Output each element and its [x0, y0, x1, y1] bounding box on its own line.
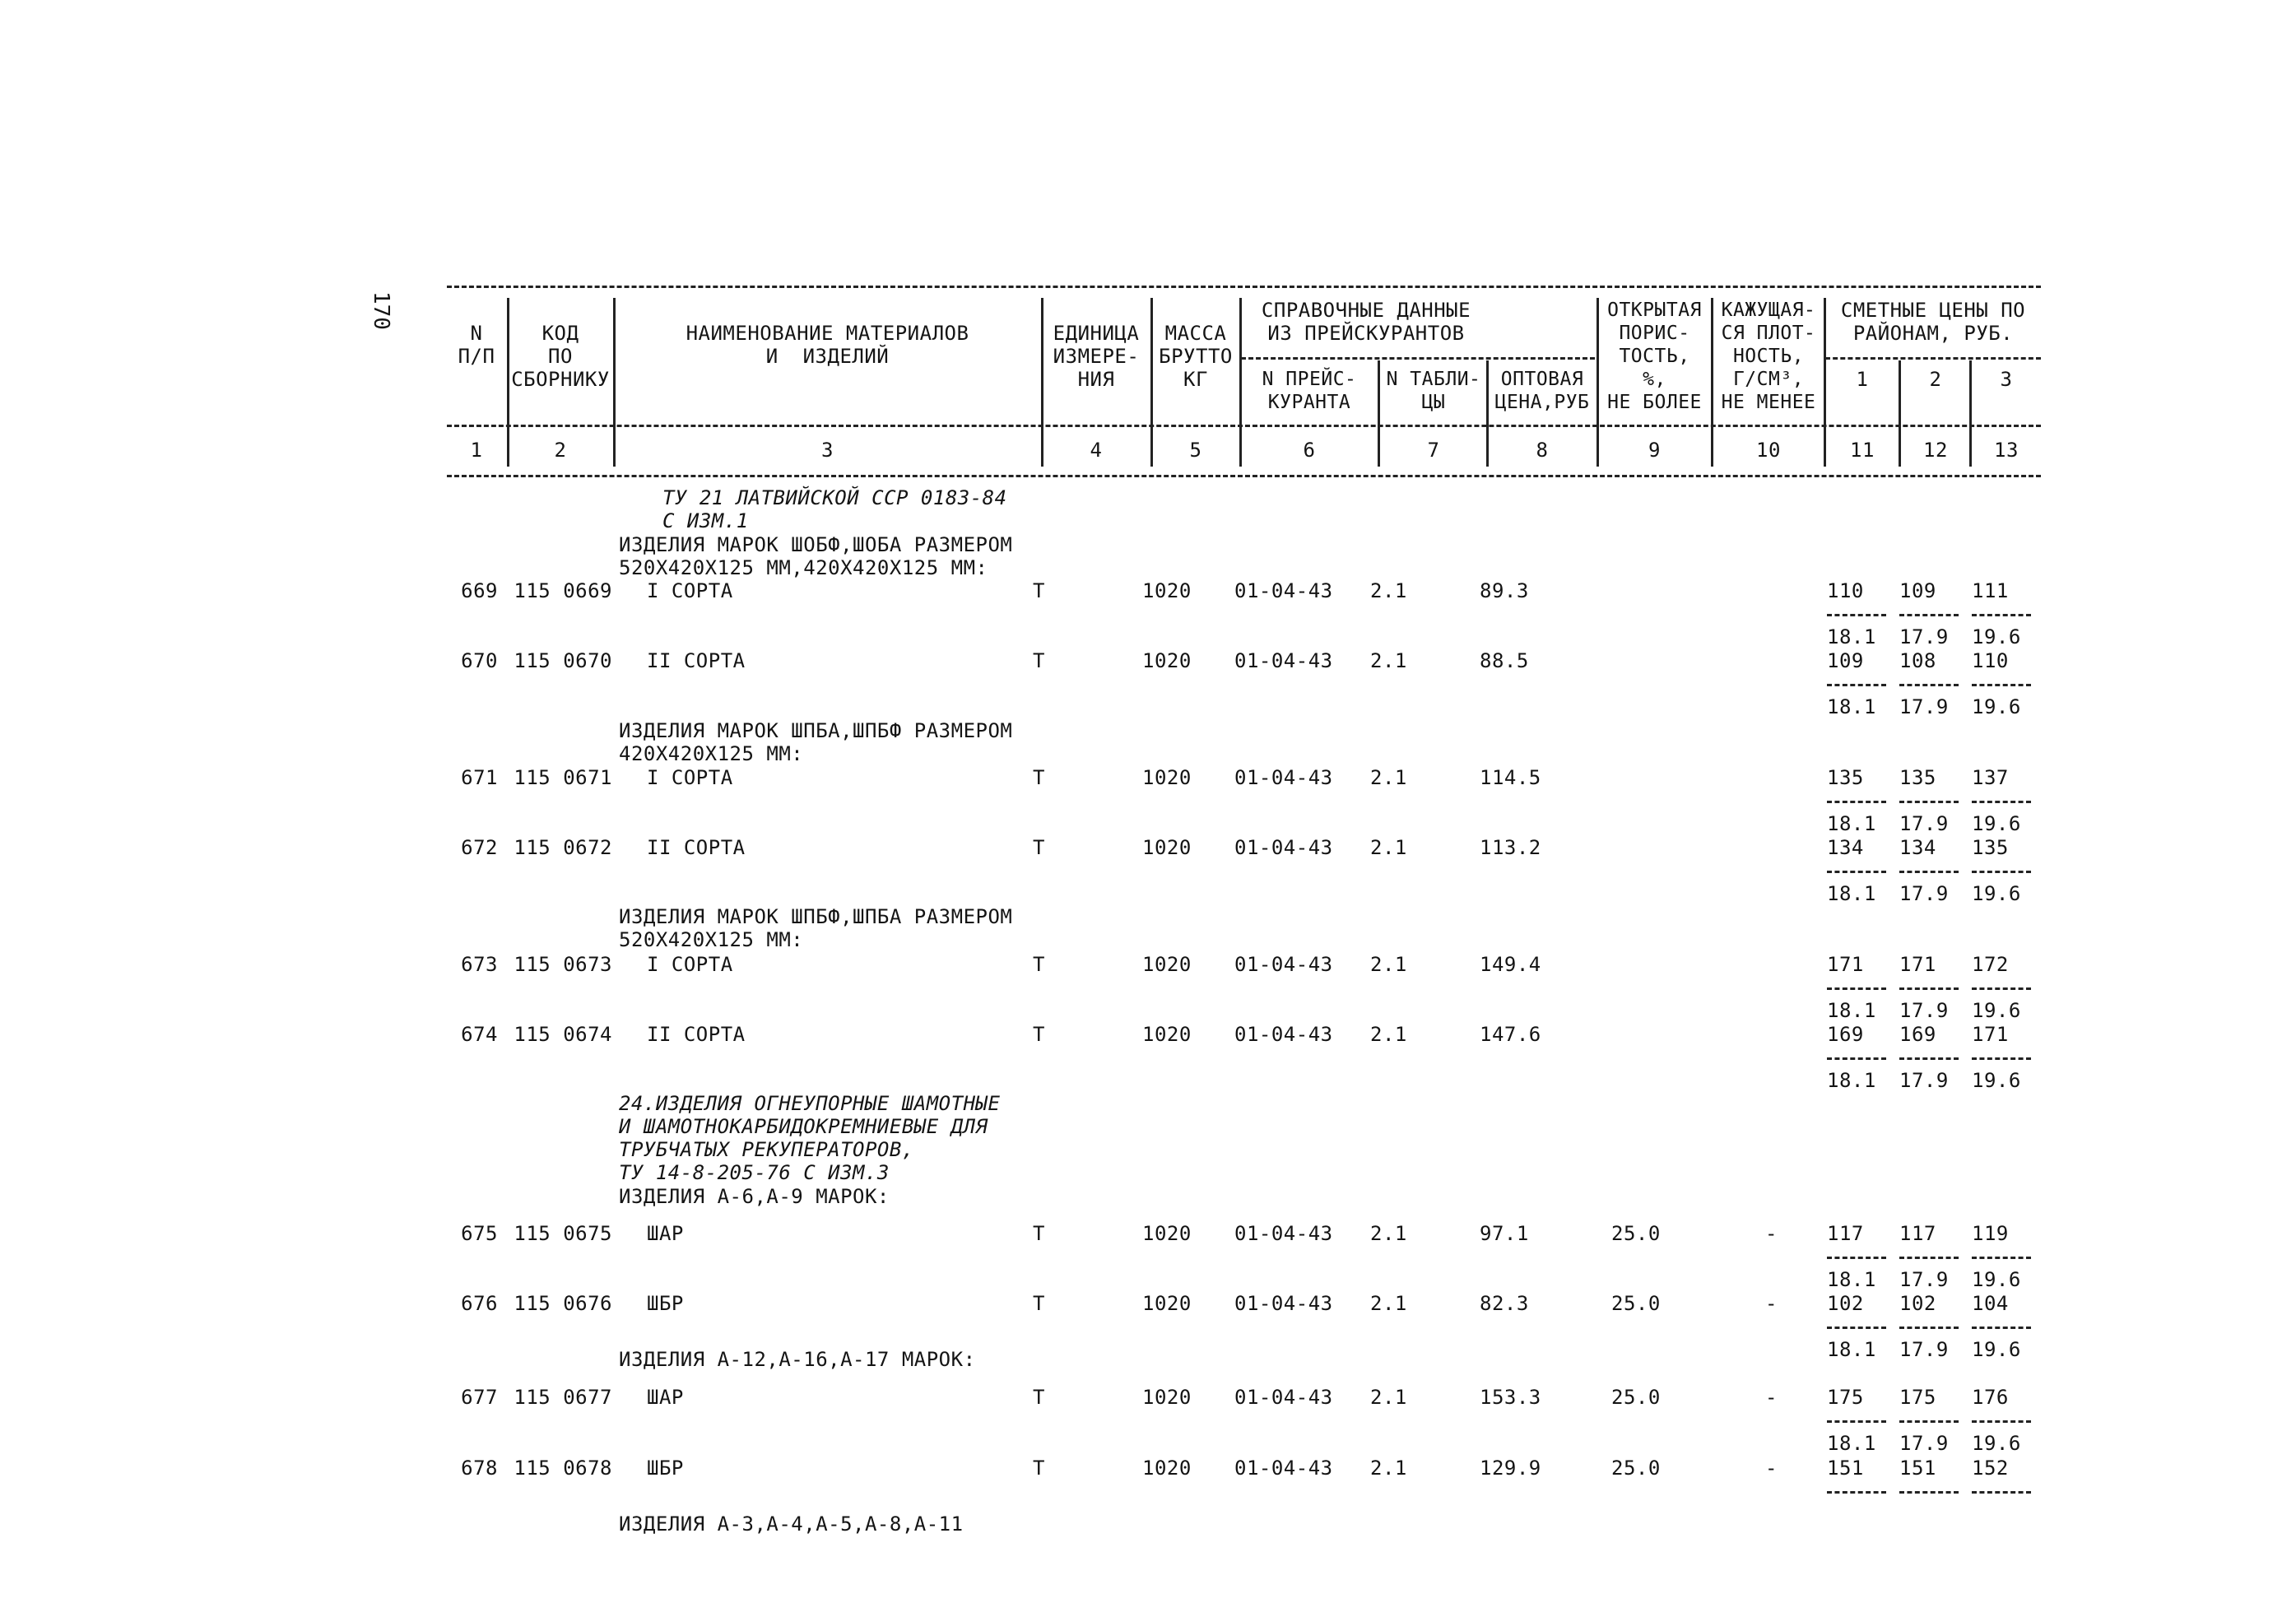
cell-wholesale: 153.3	[1480, 1386, 1541, 1409]
cell-table: 2.1	[1370, 1222, 1407, 1245]
hdr-col2-l1: КОД	[541, 322, 579, 345]
hdr-col2-l2: ПО	[548, 345, 573, 368]
cell-n: 675	[461, 1222, 498, 1245]
cell-unit: Т	[1033, 766, 1045, 789]
cell-index-i1: 18.1	[1827, 1069, 1876, 1092]
section-24-l2: И ШАМОТНОКАРБИДОКРЕМНИЕВЫЕ ДЛЯ	[619, 1115, 988, 1138]
colnum-8: 8	[1536, 439, 1549, 462]
cell-price-list: 01-04-43	[1234, 649, 1333, 672]
cell-index-i1: 18.1	[1827, 882, 1876, 905]
cell-wholesale: 114.5	[1480, 766, 1541, 789]
cell-code: 115 0677	[514, 1386, 612, 1409]
cell-unit: Т	[1033, 649, 1045, 672]
hdr-col4-l1: ЕДИНИЦА	[1053, 322, 1140, 345]
price-fraction-line	[1899, 801, 1959, 803]
cell-p1: 151	[1827, 1457, 1864, 1480]
cell-p3: 172	[1972, 953, 2009, 976]
cell-index-i2: 17.9	[1899, 999, 1949, 1022]
cell-index-i2: 17.9	[1899, 695, 1949, 718]
cell-price-list: 01-04-43	[1234, 953, 1333, 976]
cell-p1: 134	[1827, 836, 1864, 859]
cell-mass: 1020	[1142, 579, 1192, 602]
cell-mass: 1020	[1142, 1386, 1192, 1409]
price-fraction-line	[1972, 1420, 2031, 1423]
cell-price-list: 01-04-43	[1234, 1222, 1333, 1245]
cell-index-i3: 19.6	[1972, 1432, 2021, 1455]
cell-index-i1: 18.1	[1827, 1268, 1876, 1291]
section-24-l4: ТУ 14-8-205-76 С ИЗМ.3	[619, 1161, 890, 1184]
cell-p1: 171	[1827, 953, 1864, 976]
group-heading-1-l1: ИЗДЕЛИЯ МАРОК ШОБФ,ШОБА РАЗМЕРОМ	[619, 533, 1013, 556]
cell-wholesale: 113.2	[1480, 836, 1541, 859]
group-heading-3-l1: ИЗДЕЛИЯ МАРОК ШПБФ,ШПБА РАЗМЕРОМ	[619, 905, 1013, 928]
price-fraction-line	[1899, 1327, 1959, 1329]
cell-table: 2.1	[1370, 1386, 1407, 1409]
cell-wholesale: 82.3	[1480, 1292, 1529, 1315]
cell-porosity: 25.0	[1611, 1386, 1661, 1409]
price-fraction-line	[1827, 987, 1886, 990]
cell-index-i2: 17.9	[1899, 625, 1949, 648]
price-fraction-line	[1972, 1257, 2031, 1259]
cell-p2: 117	[1899, 1222, 1936, 1245]
colnum-7: 7	[1427, 439, 1440, 462]
hdr-col10-l2: СЯ ПЛОТ-	[1721, 323, 1816, 344]
price-fraction-line	[1899, 614, 1959, 616]
cell-p2: 108	[1899, 649, 1936, 672]
cell-unit: Т	[1033, 953, 1045, 976]
cell-p3: 111	[1972, 579, 2009, 602]
price-fraction-line	[1899, 987, 1959, 990]
hdr-col9-l1: ОТКРЫТАЯ	[1607, 300, 1702, 321]
cell-n: 673	[461, 953, 498, 976]
hdr-price-group-l1: СМЕТНЫЕ ЦЕНЫ ПО	[1840, 299, 2026, 322]
price-fraction-line	[1827, 1491, 1886, 1494]
price-fraction-line	[1972, 614, 2031, 616]
price-fraction-line	[1972, 987, 2031, 990]
hdr-region-3: 3	[2000, 368, 2013, 391]
group-heading-2-l2: 420Х420Х125 ММ:	[619, 742, 804, 765]
cell-table: 2.1	[1370, 1292, 1407, 1315]
cell-table: 2.1	[1370, 1457, 1407, 1480]
cell-n: 670	[461, 649, 498, 672]
cell-table: 2.1	[1370, 1023, 1407, 1046]
hdr-col3-l2: И ИЗДЕЛИЙ	[765, 345, 890, 368]
cell-index-i1: 18.1	[1827, 625, 1876, 648]
cell-code: 115 0673	[514, 953, 612, 976]
page-number: 170	[369, 291, 393, 330]
cell-index-i2: 17.9	[1899, 812, 1949, 835]
price-group-rule	[1825, 357, 2041, 360]
cell-unit: Т	[1033, 1222, 1045, 1245]
cell-wholesale: 88.5	[1480, 649, 1529, 672]
header-bottom-rule	[447, 425, 2041, 427]
cell-name: II СОРТА	[647, 836, 746, 859]
cell-density: -	[1765, 1222, 1778, 1245]
cell-code: 115 0674	[514, 1023, 612, 1046]
hdr-col9-l2: ПОРИС-	[1619, 323, 1690, 344]
price-fraction-line	[1899, 871, 1959, 873]
cell-p1: 110	[1827, 579, 1864, 602]
cell-index-i2: 17.9	[1899, 1268, 1949, 1291]
hdr-col9-l3: ТОСТЬ,	[1619, 346, 1690, 367]
cell-index-i1: 18.1	[1827, 1432, 1876, 1455]
cell-n: 669	[461, 579, 498, 602]
cell-index-i3: 19.6	[1972, 625, 2021, 648]
cell-p3: 152	[1972, 1457, 2009, 1480]
colnum-3: 3	[821, 439, 834, 462]
group-heading-1-l2: 520Х420Х125 ММ,420Х420Х125 ММ:	[619, 556, 988, 579]
hdr-col1-l1: N	[470, 322, 483, 345]
hdr-col1-l2: П/П	[458, 345, 495, 368]
price-fraction-line	[1827, 1257, 1886, 1259]
cell-unit: Т	[1033, 1292, 1045, 1315]
cell-index-i1: 18.1	[1827, 1338, 1876, 1361]
cell-name: I СОРТА	[647, 579, 733, 602]
cell-price-list: 01-04-43	[1234, 1386, 1333, 1409]
cell-p2: 135	[1899, 766, 1936, 789]
cell-table: 2.1	[1370, 579, 1407, 602]
cell-index-i3: 19.6	[1972, 695, 2021, 718]
cell-index-i2: 17.9	[1899, 882, 1949, 905]
cell-p3: 171	[1972, 1023, 2009, 1046]
cell-table: 2.1	[1370, 766, 1407, 789]
cell-p2: 102	[1899, 1292, 1936, 1315]
cell-mass: 1020	[1142, 1023, 1192, 1046]
cell-p3: 104	[1972, 1292, 2009, 1315]
section-spec-line-2: С ИЗМ.1	[662, 509, 749, 532]
cell-price-list: 01-04-43	[1234, 1023, 1333, 1046]
cell-table: 2.1	[1370, 953, 1407, 976]
cell-density: -	[1765, 1457, 1778, 1480]
cell-p2: 151	[1899, 1457, 1936, 1480]
cell-name: ШБР	[647, 1292, 684, 1315]
cell-density: -	[1765, 1292, 1778, 1315]
hdr-col10-l5: НЕ МЕНЕЕ	[1721, 392, 1816, 413]
header-top-rule	[447, 286, 2041, 288]
section-24-l1: 24.ИЗДЕЛИЯ ОГНЕУПОРНЫЕ ШАМОТНЫЕ	[619, 1092, 1001, 1115]
cell-index-i1: 18.1	[1827, 812, 1876, 835]
cell-p1: 109	[1827, 649, 1864, 672]
colnum-13: 13	[1994, 439, 2019, 462]
cell-code: 115 0672	[514, 836, 612, 859]
cell-index-i3: 19.6	[1972, 1268, 2021, 1291]
hdr-col9-l4: %,	[1643, 369, 1666, 390]
price-fraction-line	[1972, 1491, 2031, 1494]
cell-code: 115 0671	[514, 766, 612, 789]
colnum-5: 5	[1189, 439, 1202, 462]
cell-name: II СОРТА	[647, 649, 746, 672]
hdr-region-1: 1	[1856, 368, 1869, 391]
hdr-ref-group-l2: ИЗ ПРЕЙСКУРАНТОВ	[1267, 322, 1465, 345]
cell-mass: 1020	[1142, 1292, 1192, 1315]
price-fraction-line	[1972, 1057, 2031, 1060]
cell-name: I СОРТА	[647, 766, 733, 789]
cell-unit: Т	[1033, 1023, 1045, 1046]
cell-name: II СОРТА	[647, 1023, 746, 1046]
cell-code: 115 0676	[514, 1292, 612, 1315]
cell-code: 115 0678	[514, 1457, 612, 1480]
cell-table: 2.1	[1370, 649, 1407, 672]
cell-mass: 1020	[1142, 836, 1192, 859]
hdr-col5-l3: КГ	[1183, 368, 1208, 391]
cell-wholesale: 89.3	[1480, 579, 1529, 602]
cell-density: -	[1765, 1386, 1778, 1409]
cell-unit: Т	[1033, 836, 1045, 859]
cell-p3: 176	[1972, 1386, 2009, 1409]
cell-p1: 117	[1827, 1222, 1864, 1245]
hdr-col10-l1: КАЖУЩАЯ-	[1721, 300, 1816, 321]
hdr-col4-l3: НИЯ	[1077, 368, 1115, 391]
cell-index-i2: 17.9	[1899, 1338, 1949, 1361]
cell-index-i3: 19.6	[1972, 812, 2021, 835]
group-heading-4: ИЗДЕЛИЯ А-6,А-9 МАРОК:	[619, 1185, 890, 1208]
colnum-2: 2	[554, 439, 567, 462]
hdr-ref-group-l1: СПРАВОЧНЫЕ ДАННЫЕ	[1261, 299, 1471, 322]
colnum-11: 11	[1850, 439, 1875, 462]
cell-n: 674	[461, 1023, 498, 1046]
hdr-col8-l1: ОПТОВАЯ	[1500, 369, 1584, 390]
cell-p2: 134	[1899, 836, 1936, 859]
cell-name: ШБР	[647, 1457, 684, 1480]
price-fraction-line	[1827, 684, 1886, 686]
cell-p1: 169	[1827, 1023, 1864, 1046]
cell-porosity: 25.0	[1611, 1292, 1661, 1315]
cell-mass: 1020	[1142, 1222, 1192, 1245]
cell-n: 676	[461, 1292, 498, 1315]
hdr-col7-l1: N ТАБЛИ-	[1386, 369, 1481, 390]
cell-p1: 102	[1827, 1292, 1864, 1315]
cell-n: 677	[461, 1386, 498, 1409]
cell-mass: 1020	[1142, 649, 1192, 672]
cell-wholesale: 149.4	[1480, 953, 1541, 976]
cell-p1: 175	[1827, 1386, 1864, 1409]
section-24-l3: ТРУБЧАТЫХ РЕКУПЕРАТОРОВ,	[619, 1138, 914, 1161]
hdr-col7-l2: ЦЫ	[1421, 392, 1446, 413]
cell-index-i3: 19.6	[1972, 999, 2021, 1022]
colnum-6: 6	[1303, 439, 1316, 462]
cell-price-list: 01-04-43	[1234, 1292, 1333, 1315]
price-fraction-line	[1899, 1420, 1959, 1423]
cell-p2: 171	[1899, 953, 1936, 976]
cell-mass: 1020	[1142, 1457, 1192, 1480]
price-fraction-line	[1972, 801, 2031, 803]
hdr-col3-l1: НАИМЕНОВАНИЕ МАТЕРИАЛОВ	[686, 322, 969, 345]
ref-group-rule	[1241, 357, 1595, 360]
cell-price-list: 01-04-43	[1234, 766, 1333, 789]
cell-name: ШАР	[647, 1386, 684, 1409]
cell-index-i3: 19.6	[1972, 1069, 2021, 1092]
cell-table: 2.1	[1370, 836, 1407, 859]
section-spec-line-1: ТУ 21 ЛАТВИЙСКОЙ ССР 0183-84	[662, 486, 1007, 509]
colnum-4: 4	[1090, 439, 1103, 462]
hdr-col6-l1: N ПРЕЙС-	[1262, 369, 1357, 390]
cell-index-i2: 17.9	[1899, 1069, 1949, 1092]
group-heading-3-l2: 520Х420Х125 ММ:	[619, 928, 804, 951]
cell-p3: 135	[1972, 836, 2009, 859]
cell-n: 671	[461, 766, 498, 789]
hdr-col8-l2: ЦЕНА,РУБ	[1494, 392, 1590, 413]
cell-index-i2: 17.9	[1899, 1432, 1949, 1455]
cell-porosity: 25.0	[1611, 1457, 1661, 1480]
price-fraction-line	[1899, 1057, 1959, 1060]
cell-p3: 137	[1972, 766, 2009, 789]
cell-p2: 175	[1899, 1386, 1936, 1409]
hdr-col6-l2: КУРАНТА	[1267, 392, 1351, 413]
hdr-price-group-l2: РАЙОНАМ, РУБ.	[1852, 322, 2014, 345]
cell-porosity: 25.0	[1611, 1222, 1661, 1245]
price-fraction-line	[1972, 1327, 2031, 1329]
price-fraction-line	[1827, 871, 1886, 873]
group-heading-5: ИЗДЕЛИЯ А-12,А-16,А-17 МАРОК:	[619, 1348, 976, 1371]
cell-index-i1: 18.1	[1827, 695, 1876, 718]
group-heading-6: ИЗДЕЛИЯ А-3,А-4,А-5,А-8,А-11	[619, 1512, 964, 1536]
cell-p2: 169	[1899, 1023, 1936, 1046]
cell-code: 115 0670	[514, 649, 612, 672]
hdr-col5-l1: МАССА	[1164, 322, 1227, 345]
cell-index-i1: 18.1	[1827, 999, 1876, 1022]
cell-p3: 119	[1972, 1222, 2009, 1245]
cell-unit: Т	[1033, 1386, 1045, 1409]
cell-wholesale: 147.6	[1480, 1023, 1541, 1046]
cell-price-list: 01-04-43	[1234, 579, 1333, 602]
cell-p1: 135	[1827, 766, 1864, 789]
cell-mass: 1020	[1142, 953, 1192, 976]
colnum-10: 10	[1756, 439, 1781, 462]
price-fraction-line	[1972, 871, 2031, 873]
cell-wholesale: 129.9	[1480, 1457, 1541, 1480]
cell-code: 115 0669	[514, 579, 612, 602]
hdr-col4-l2: ИЗМЕРЕ-	[1053, 345, 1140, 368]
numbers-bottom-rule	[447, 475, 2041, 477]
cell-n: 672	[461, 836, 498, 859]
hdr-region-2: 2	[1929, 368, 1942, 391]
cell-unit: Т	[1033, 579, 1045, 602]
price-fraction-line	[1827, 1420, 1886, 1423]
group-heading-2-l1: ИЗДЕЛИЯ МАРОК ШПБА,ШПБФ РАЗМЕРОМ	[619, 719, 1013, 742]
price-fraction-line	[1899, 1491, 1959, 1494]
cell-index-i3: 19.6	[1972, 1338, 2021, 1361]
cell-unit: Т	[1033, 1457, 1045, 1480]
cell-n: 678	[461, 1457, 498, 1480]
cell-p3: 110	[1972, 649, 2009, 672]
colnum-1: 1	[470, 439, 483, 462]
cell-index-i3: 19.6	[1972, 882, 2021, 905]
hdr-col9-l5: НЕ БОЛЕЕ	[1607, 392, 1702, 413]
hdr-col2-l3: СБОРНИКУ	[511, 368, 610, 391]
price-fraction-line	[1827, 614, 1886, 616]
hdr-col10-l3: НОСТЬ,	[1732, 346, 1805, 367]
price-fraction-line	[1899, 1257, 1959, 1259]
cell-code: 115 0675	[514, 1222, 612, 1245]
colnum-12: 12	[1923, 439, 1948, 462]
price-fraction-line	[1972, 684, 2031, 686]
cell-wholesale: 97.1	[1480, 1222, 1529, 1245]
hdr-col10-l4: Г/СМ³,	[1732, 369, 1805, 390]
cell-name: ШАР	[647, 1222, 684, 1245]
cell-mass: 1020	[1142, 766, 1192, 789]
cell-price-list: 01-04-43	[1234, 1457, 1333, 1480]
price-fraction-line	[1827, 1327, 1886, 1329]
cell-price-list: 01-04-43	[1234, 836, 1333, 859]
price-fraction-line	[1899, 684, 1959, 686]
hdr-col5-l2: БРУТТО	[1159, 345, 1233, 368]
price-fraction-line	[1827, 801, 1886, 803]
price-fraction-line	[1827, 1057, 1886, 1060]
cell-p2: 109	[1899, 579, 1936, 602]
cell-name: I СОРТА	[647, 953, 733, 976]
colnum-9: 9	[1648, 439, 1661, 462]
